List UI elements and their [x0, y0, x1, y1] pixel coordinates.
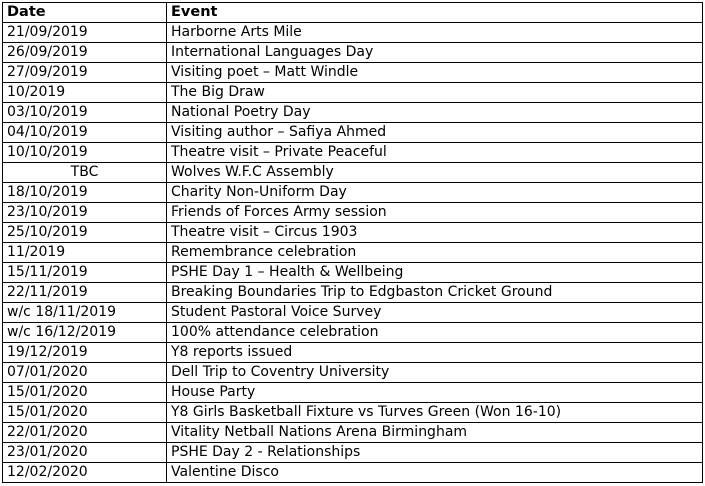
event-date-cell: 11/2019	[3, 243, 167, 263]
event-name-cell: Y8 reports issued	[167, 343, 703, 363]
table-row	[3, 323, 703, 343]
event-date-cell: 21/09/2019	[3, 23, 167, 43]
table-row	[3, 383, 703, 403]
event-name-cell: Breaking Boundaries Trip to Edgbaston Cricket Ground	[167, 283, 703, 303]
table-row	[3, 283, 703, 303]
table-row	[3, 23, 703, 43]
events-table	[2, 2, 703, 483]
event-date-cell: 27/09/2019	[3, 63, 167, 83]
event-name-cell: Y8 Girls Basketball Fixture vs Turves Green (Won 16-10)	[167, 403, 703, 423]
table-row	[3, 43, 703, 63]
event-date-cell: w/c 16/12/2019	[3, 323, 167, 343]
event-date-cell: 22/01/2020	[3, 423, 167, 443]
event-date-cell: 10/10/2019	[3, 143, 167, 163]
event-name-cell: Visiting author – Safiya Ahmed	[167, 123, 703, 143]
event-name-cell: PSHE Day 2 - Relationships	[167, 443, 703, 463]
event-name-cell: Vitality Netball Nations Arena Birmingham	[167, 423, 703, 443]
event-name-cell: Wolves W.F.C Assembly	[167, 163, 703, 183]
event-date-cell: 15/11/2019	[3, 263, 167, 283]
event-name-cell: Visiting poet – Matt Windle	[167, 63, 703, 83]
table-row	[3, 303, 703, 323]
table-row	[3, 443, 703, 463]
table-row	[3, 463, 703, 483]
event-date-cell: 22/11/2019	[3, 283, 167, 303]
date-column-header: Date	[3, 3, 167, 23]
event-column-header: Event	[167, 3, 703, 23]
table-header-row	[3, 3, 703, 23]
event-name-cell: Remembrance celebration	[167, 243, 703, 263]
event-name-cell: PSHE Day 1 – Health & Wellbeing	[167, 263, 703, 283]
table-row	[3, 263, 703, 283]
event-date-cell: 04/10/2019	[3, 123, 167, 143]
event-name-cell: Dell Trip to Coventry University	[167, 363, 703, 383]
event-name-cell: National Poetry Day	[167, 103, 703, 123]
event-date-cell: 19/12/2019	[3, 343, 167, 363]
table-row	[3, 83, 703, 103]
event-name-cell: Theatre visit – Circus 1903	[167, 223, 703, 243]
event-date-cell: 03/10/2019	[3, 103, 167, 123]
event-name-cell: Student Pastoral Voice Survey	[167, 303, 703, 323]
event-date-cell: 23/10/2019	[3, 203, 167, 223]
event-date-cell: 23/01/2020	[3, 443, 167, 463]
events-table-container	[2, 2, 703, 483]
event-date-cell: w/c 18/11/2019	[3, 303, 167, 323]
table-row	[3, 403, 703, 423]
event-name-cell: Harborne Arts Mile	[167, 23, 703, 43]
event-name-cell: International Languages Day	[167, 43, 703, 63]
table-row	[3, 223, 703, 243]
event-date-cell: 07/01/2020	[3, 363, 167, 383]
table-row	[3, 163, 703, 183]
event-date-cell: 18/10/2019	[3, 183, 167, 203]
event-date-cell: 15/01/2020	[3, 383, 167, 403]
table-row	[3, 423, 703, 443]
event-name-cell: 100% attendance celebration	[167, 323, 703, 343]
event-name-cell: House Party	[167, 383, 703, 403]
table-row	[3, 363, 703, 383]
events-table-body	[3, 23, 703, 483]
event-date-cell: 15/01/2020	[3, 403, 167, 423]
event-name-cell: Valentine Disco	[167, 463, 703, 483]
event-date-cell: 25/10/2019	[3, 223, 167, 243]
table-row	[3, 103, 703, 123]
table-row	[3, 203, 703, 223]
event-name-cell: Charity Non-Uniform Day	[167, 183, 703, 203]
event-date-cell: 26/09/2019	[3, 43, 167, 63]
table-row	[3, 343, 703, 363]
event-name-cell: Theatre visit – Private Peaceful	[167, 143, 703, 163]
event-date-cell: TBC	[3, 163, 167, 183]
event-date-cell: 10/2019	[3, 83, 167, 103]
event-name-cell: Friends of Forces Army session	[167, 203, 703, 223]
table-row	[3, 63, 703, 83]
table-row	[3, 183, 703, 203]
event-name-cell: The Big Draw	[167, 83, 703, 103]
table-row	[3, 143, 703, 163]
table-row	[3, 243, 703, 263]
event-date-cell: 12/02/2020	[3, 463, 167, 483]
table-row	[3, 123, 703, 143]
